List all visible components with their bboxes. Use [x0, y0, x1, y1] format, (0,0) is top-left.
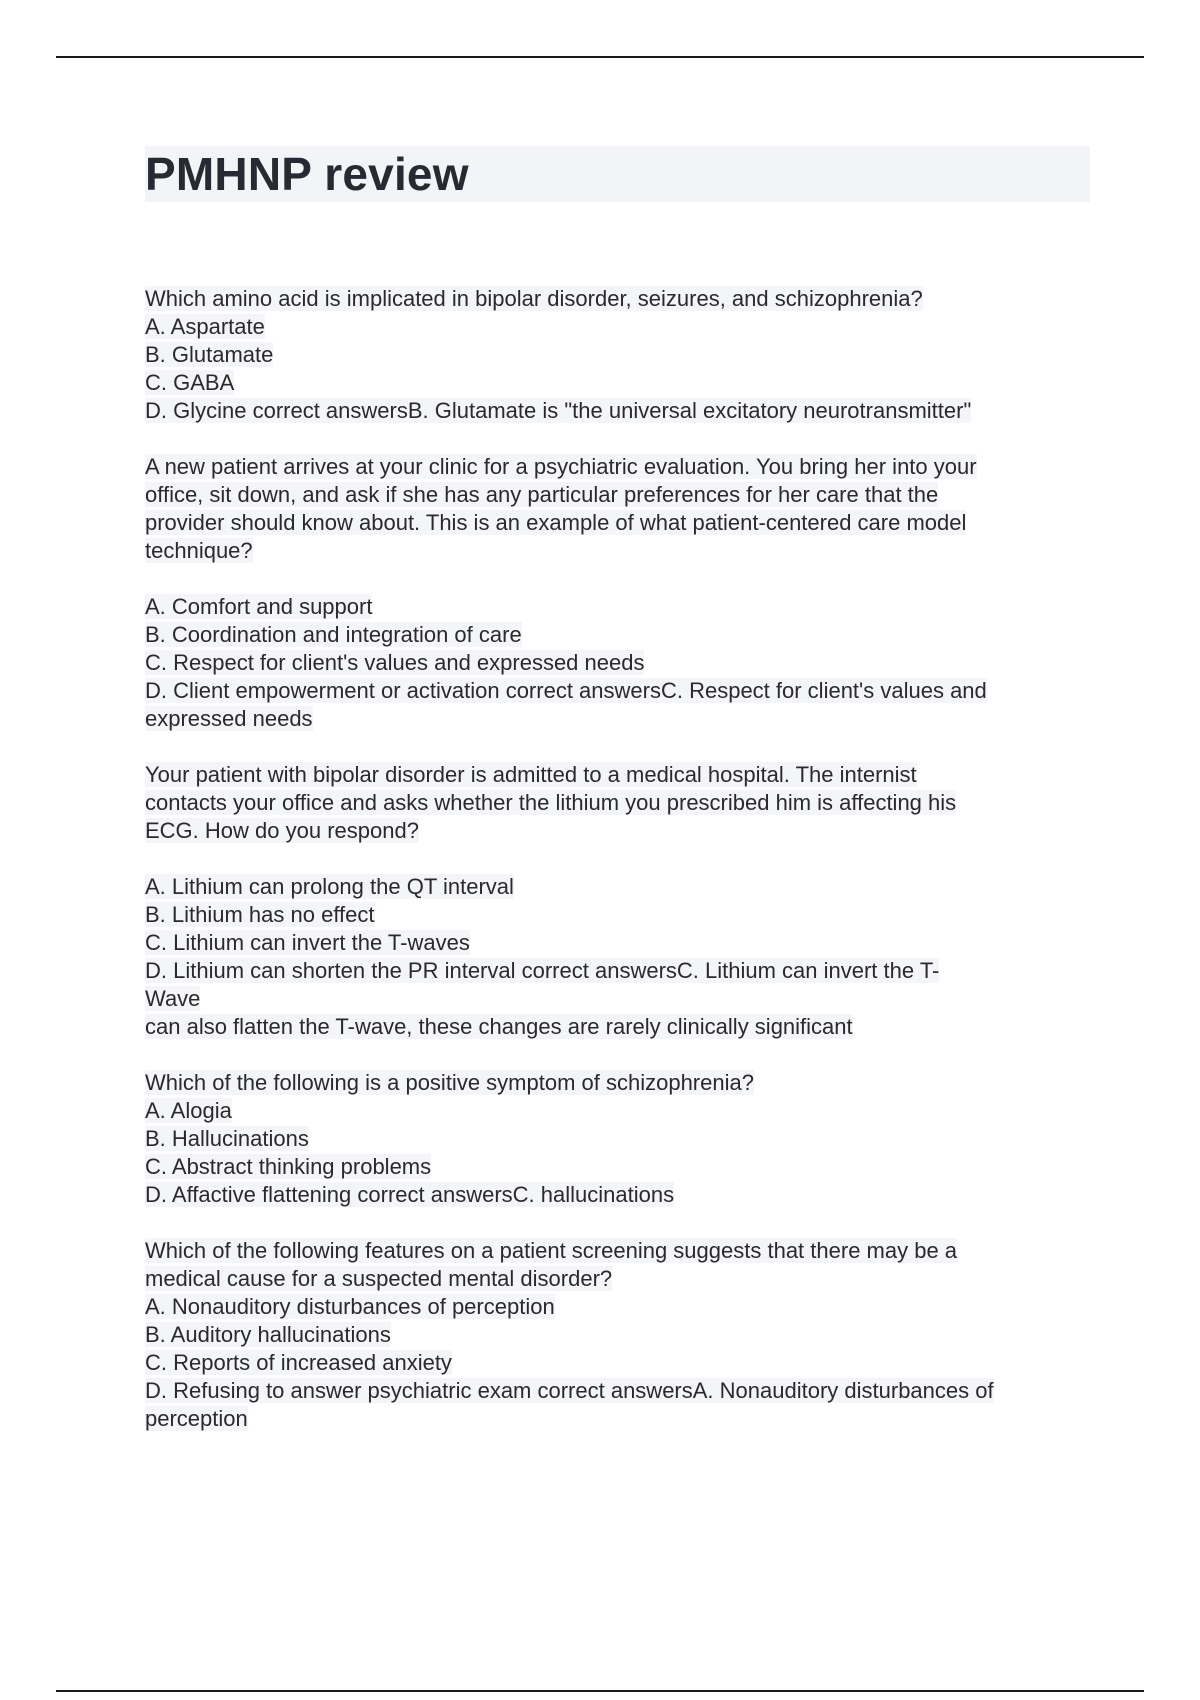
question-3-answer-continued: Wave [145, 986, 201, 1011]
question-5-option-c: C. Reports of increased anxiety [145, 1350, 452, 1375]
question-3-option-d-answer: D. Lithium can shorten the PR interval correct answersC. Lithium can invert the T- [145, 958, 940, 983]
question-5-option-a: A. Nonauditory disturbances of perception [145, 1294, 555, 1319]
question-3-answer-note: can also flatten the T-wave, these changes are rarely clinically significant [145, 1014, 853, 1039]
question-5-option-b: B. Auditory hallucinations [145, 1322, 391, 1347]
question-4-option-c: C. Abstract thinking problems [145, 1154, 432, 1179]
question-1-option-a: A. Aspartate [145, 314, 265, 339]
question-3-option-a: A. Lithium can prolong the QT interval [145, 874, 514, 899]
question-block-1 [145, 285, 1090, 425]
document-body [145, 285, 1090, 1461]
question-block-5 [145, 1237, 1090, 1433]
question-1-stem: Which amino acid is implicated in bipolar disorder, seizures, and schizophrenia? [145, 286, 923, 311]
question-3-stem-line: contacts your office and asks whether the lithium you prescribed him is affecting his [145, 790, 957, 815]
question-5-stem-line: Which of the following features on a patient screening suggests that there may be a [145, 1238, 958, 1263]
question-4-stem: Which of the following is a positive symptom of schizophrenia? [145, 1070, 754, 1095]
question-2-stem-line: A new patient arrives at your clinic for a psychiatric evaluation. You bring her into your [145, 454, 977, 479]
question-2-option-d-answer: D. Client empowerment or activation correct answersC. Respect for client's values and [145, 678, 987, 703]
question-1-option-b: B. Glutamate [145, 342, 274, 367]
question-4-option-d-answer: D. Affactive flattening correct answersC. hallucinations [145, 1182, 675, 1207]
paragraph-gap [145, 565, 1090, 593]
question-2-option-c: C. Respect for client's values and expressed needs [145, 650, 645, 675]
question-2-stem-line: technique? [145, 538, 253, 563]
question-2-stem-line: office, sit down, and ask if she has any particular preferences for her care that the [145, 482, 939, 507]
question-3-option-c: C. Lithium can invert the T-waves [145, 930, 470, 955]
question-3-option-b: B. Lithium has no effect [145, 902, 375, 927]
question-4-option-a: A. Alogia [145, 1098, 232, 1123]
question-2-option-a: A. Comfort and support [145, 594, 373, 619]
question-1-option-d-answer: D. Glycine correct answersB. Glutamate is "the universal excitatory neurotransmitter" [145, 398, 972, 423]
question-block-3 [145, 761, 1090, 1041]
question-3-stem-line: Your patient with bipolar disorder is admitted to a medical hospital. The internist [145, 762, 917, 787]
question-2-stem-line: provider should know about. This is an example of what patient-centered care model [145, 510, 967, 535]
page-title: PMHNP review [145, 148, 469, 200]
question-4-option-b: B. Hallucinations [145, 1126, 309, 1151]
footer-rule [56, 1690, 1144, 1692]
question-block-2 [145, 453, 1090, 733]
question-5-answer-continued: perception [145, 1406, 248, 1431]
question-5-option-d-answer: D. Refusing to answer psychiatric exam correct answersA. Nonauditory disturbances of [145, 1378, 994, 1403]
question-block-4 [145, 1069, 1090, 1209]
question-5-stem-line: medical cause for a suspected mental disorder? [145, 1266, 613, 1291]
question-2-answer-continued: expressed needs [145, 706, 313, 731]
question-3-stem-line: ECG. How do you respond? [145, 818, 419, 843]
question-2-option-b: B. Coordination and integration of care [145, 622, 522, 647]
paragraph-gap [145, 845, 1090, 873]
header-rule [56, 56, 1144, 58]
question-1-option-c: C. GABA [145, 370, 235, 395]
